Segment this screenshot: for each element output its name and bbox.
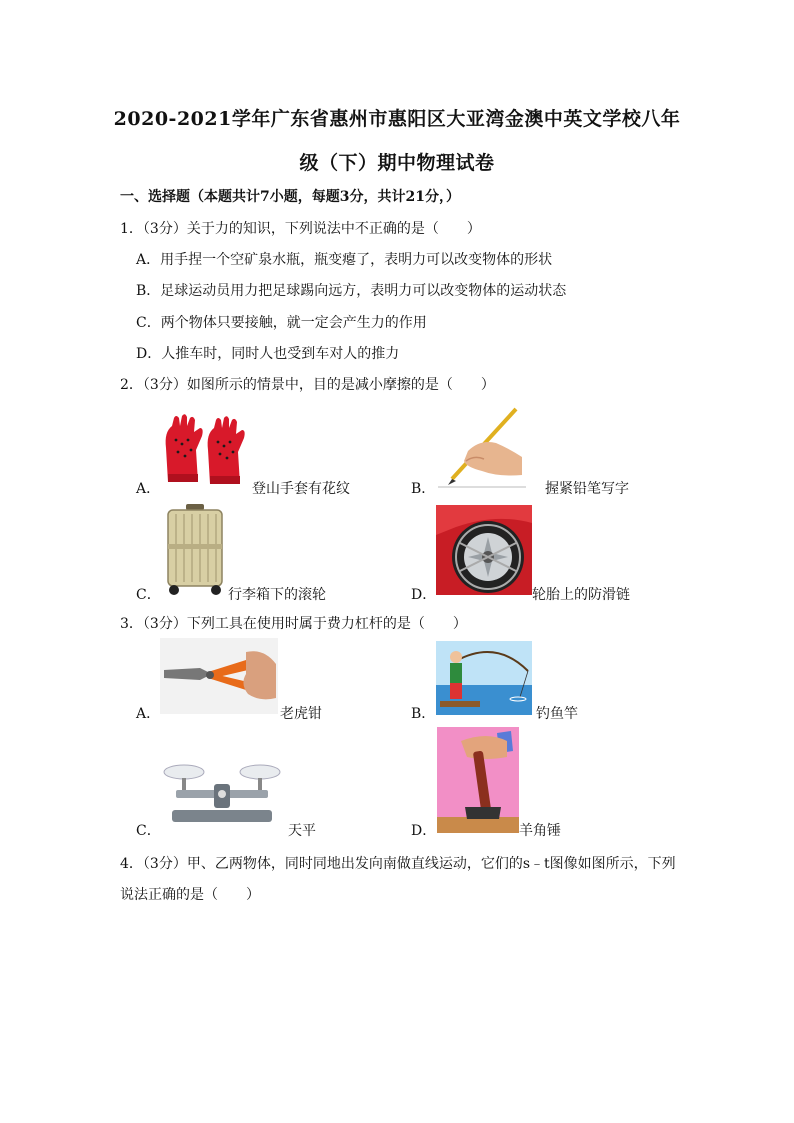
q2-option-b-letter: B． — [411, 481, 436, 497]
q4-stem-line2: 说法正确的是（ ） — [120, 887, 260, 903]
q2-option-b-caption: 握紧铅笔写字 — [545, 481, 629, 497]
q2-option-a-caption: 登山手套有花纹 — [252, 481, 350, 497]
q3-option-b-caption: 钓鱼竿 — [536, 706, 578, 722]
q1-option-d: D．人推车时，同时人也受到车对人的推力 — [136, 346, 400, 362]
gloves-image — [160, 412, 256, 488]
q3-option-c-caption: 天平 — [288, 823, 316, 839]
q3-option-a-letter: A． — [136, 706, 161, 722]
q3-option-b-letter: B． — [411, 706, 436, 722]
claw-hammer-image — [437, 727, 519, 833]
q3-option-d-caption: 羊角锤 — [519, 823, 561, 839]
q2-option-c-letter: C． — [136, 587, 161, 603]
q3-option-c-letter: C． — [136, 823, 161, 839]
snow-chain-tire-image — [436, 505, 532, 595]
fishing-rod-image — [436, 641, 532, 715]
q2-option-a-letter: A． — [136, 481, 161, 497]
q2-option-c-caption: 行李箱下的滚轮 — [228, 587, 326, 603]
q1-option-c: C．两个物体只要接触，就一定会产生力的作用 — [136, 315, 427, 331]
q2-stem: 2．（3分）如图所示的情景中，目的是减小摩擦的是（ ） — [120, 377, 495, 393]
q1-stem: 1．（3分）关于力的知识，下列说法中不正确的是（ ） — [120, 221, 481, 237]
exam-title-line2: 级（下）期中物理试卷 — [299, 152, 495, 174]
q3-option-d-letter: D． — [411, 823, 437, 839]
section-heading: 一、选择题（本题共计7小题，每题3分，共计21分，） — [120, 189, 460, 205]
balance-scale-image — [162, 756, 282, 830]
pliers-image — [160, 638, 278, 714]
exam-title-line1: 2020-2021学年广东省惠州市惠阳区大亚湾金澳中英文学校八年 — [113, 108, 681, 130]
q2-option-d-caption: 轮胎上的防滑链 — [532, 587, 630, 603]
suitcase-image — [162, 504, 228, 596]
q4-stem-line1: 4．（3分）甲、乙两物体，同时同地出发向南做直线运动，它们的s﹣t图像如图所示，下列 — [120, 856, 676, 872]
q3-stem: 3．（3分）下列工具在使用时属于费力杠杆的是（ ） — [120, 616, 467, 632]
pencil-writing-image — [438, 405, 526, 489]
q3-option-a-caption: 老虎钳 — [280, 706, 322, 722]
q1-option-b: B．足球运动员用力把足球踢向远方，表明力可以改变物体的运动状态 — [136, 283, 567, 299]
q2-option-d-letter: D． — [411, 587, 437, 603]
q1-option-a: A．用手捏一个空矿泉水瓶，瓶变瘪了，表明力可以改变物体的形状 — [136, 252, 553, 268]
